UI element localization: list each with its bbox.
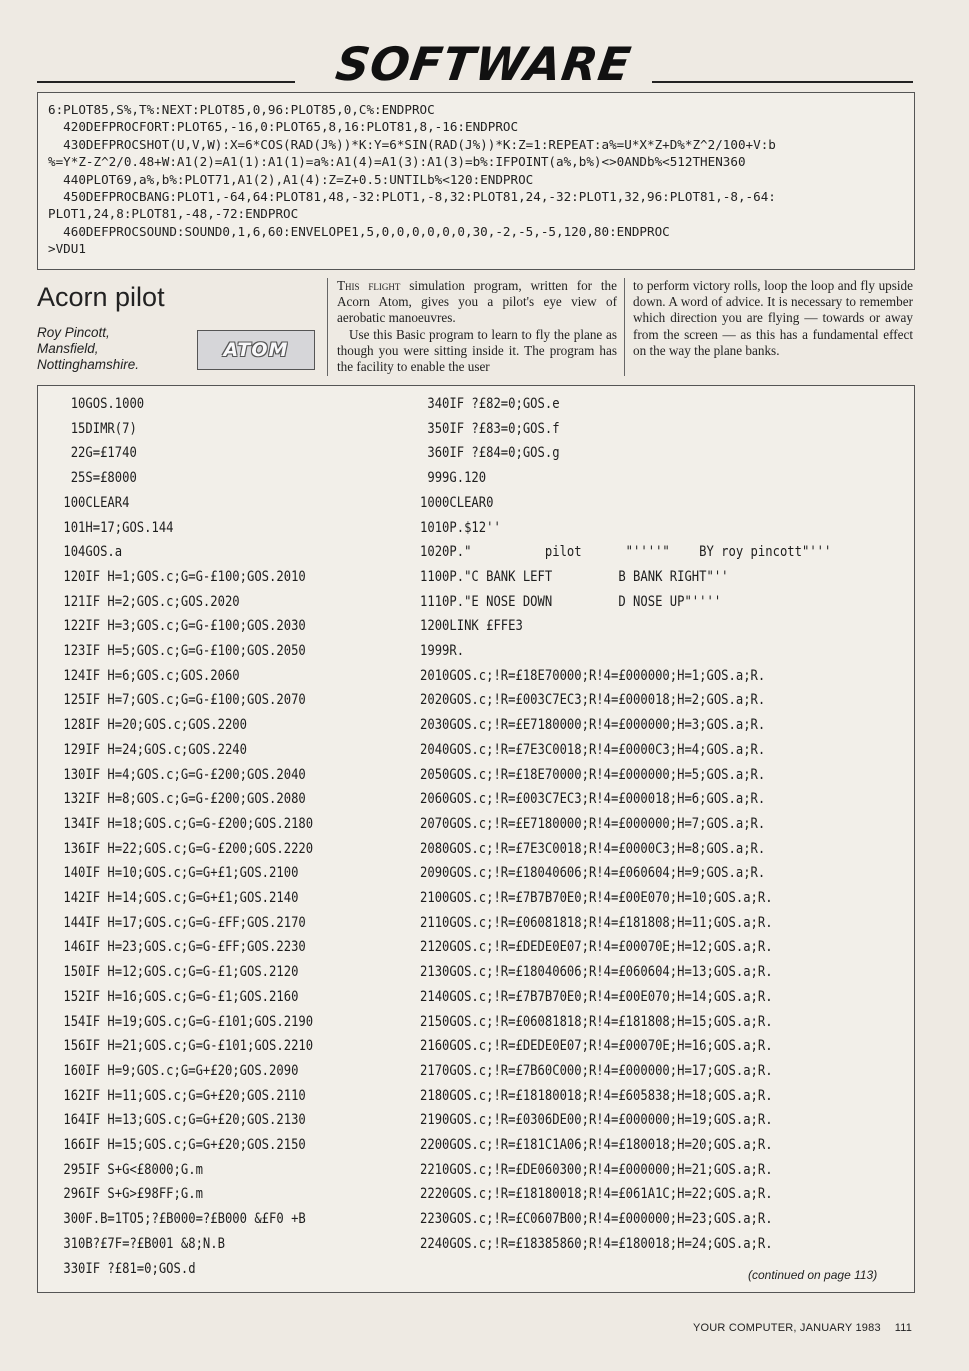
page-number: 111 bbox=[894, 1322, 913, 1334]
listing-line-right: 2070GOS.c;!R=£E7180000;R!4=£000000;H=7;GOS.a;R. bbox=[420, 815, 766, 832]
lead-in: This flight bbox=[337, 278, 401, 293]
header-rule-right bbox=[652, 81, 913, 83]
author-town: Mansfield, bbox=[37, 341, 99, 356]
listing-line-right: 2180GOS.c;!R=£18180018;R!4=£605838;H=18;GOS.a;R. bbox=[420, 1087, 773, 1104]
listing-line-left: 100CLEAR4 bbox=[56, 494, 130, 511]
listing-line-left: 150IF H=12;GOS.c;G=G-£1;GOS.2120 bbox=[56, 964, 299, 981]
listing-line-right: 1010P.$12'' bbox=[420, 519, 501, 536]
listing-line-right: 2160GOS.c;!R=£DEDE0E07;R!4=£00070E;H=16;GOS.a;R. bbox=[420, 1038, 773, 1055]
listing-line: 450DEFPROCBANG:PLOT1,-64,64:PLOT81,48,-32:PLOT1,-8,32:PLOT81,24,-32:PLOT1,32,96:PLOT81,-8,-64: bbox=[48, 189, 776, 204]
listing-line-right: 2080GOS.c;!R=£7E3C0018;R!4=£0000C3;H=8;GOS.a;R. bbox=[420, 840, 766, 857]
column-divider-2 bbox=[624, 278, 625, 376]
listing-line-right: 360IF ?£84=0;GOS.g bbox=[420, 445, 560, 462]
listing-line-left: 132IF H=8;GOS.c;G=G-£200;GOS.2080 bbox=[56, 791, 306, 808]
listing-line-left: 144IF H=17;GOS.c;G=G-£FF;GOS.2170 bbox=[56, 914, 306, 931]
footer-magazine: YOUR COMPUTER, JANUARY 1983 bbox=[693, 1322, 881, 1334]
listing-line-right: 2210GOS.c;!R=£DE060300;R!4=£000000;H=21;GOS.a;R. bbox=[420, 1161, 773, 1178]
listing-line-left: 134IF H=18;GOS.c;G=G-£200;GOS.2180 bbox=[56, 815, 314, 832]
listing-line-right: 1200LINK £FFE3 bbox=[420, 618, 523, 635]
listing-line-left: 140IF H=10;GOS.c;G=G+£1;GOS.2100 bbox=[56, 865, 299, 882]
listing-line-right: 1020P." pilot "''''" BY roy pincott"''' bbox=[420, 544, 832, 561]
listing-line-right: 2200GOS.c;!R=£181C1A06;R!4=£180018;H=20;GOS.a;R. bbox=[420, 1137, 773, 1153]
program-listing-top bbox=[37, 92, 915, 270]
listing-line-left: 104GOS.a bbox=[56, 544, 123, 561]
program-listing-main bbox=[37, 385, 915, 1293]
listing-line-left: 166IF H=15;GOS.c;G=G+£20;GOS.2150 bbox=[56, 1137, 306, 1153]
listing-line-left: 129IF H=24;GOS.c;GOS.2240 bbox=[56, 741, 248, 758]
article-paragraph-1 bbox=[337, 278, 617, 327]
listing-line-right: 2230GOS.c;!R=£C0607B00;R!4=£000000;H=23;GOS.a;R. bbox=[420, 1211, 773, 1228]
article-paragraph-3: to perform victory rolls, loop the loop and fly upside down. A word of advice. It is necessary to remember which direction you are flying — towards or away from the screen — as this has a fundamental effect on the way the plane banks. bbox=[633, 278, 913, 358]
listing-line-right: 2010GOS.c;!R=£18E70000;R!4=£000000;H=1;GOS.a;R. bbox=[420, 667, 766, 684]
listing-line-left: 164IF H=13;GOS.c;G=G+£20;GOS.2130 bbox=[56, 1112, 306, 1129]
listing-line-left: 330IF ?£81=0;GOS.d bbox=[56, 1260, 196, 1277]
listing-line-right: 2170GOS.c;!R=£7B60C000;R!4=£000000;H=17;GOS.a;R. bbox=[420, 1062, 773, 1079]
listing-line-left: 295IF S+G<£8000;G.m bbox=[56, 1161, 203, 1178]
listing-line-left: 122IF H=3;GOS.c;G=G-£100;GOS.2030 bbox=[56, 618, 306, 635]
atom-logo-text: ATOM bbox=[223, 339, 289, 361]
listing-line-left: 125IF H=7;GOS.c;G=G-£100;GOS.2070 bbox=[56, 692, 306, 709]
listing-line-right: 2110GOS.c;!R=£06081818;R!4=£181808;H=11;GOS.a;R. bbox=[420, 914, 773, 931]
listing-line-left: 128IF H=20;GOS.c;GOS.2200 bbox=[56, 717, 248, 734]
article-column-2 bbox=[633, 278, 913, 359]
listing-line-left: 120IF H=1;GOS.c;G=G-£100;GOS.2010 bbox=[56, 568, 306, 585]
listing-line-left: 146IF H=23;GOS.c;G=G-£FF;GOS.2230 bbox=[56, 939, 306, 956]
listing-line-right: 2150GOS.c;!R=£06081818;R!4=£181808;H=15;GOS.a;R. bbox=[420, 1013, 773, 1030]
column-divider-1 bbox=[327, 278, 328, 376]
listing-line-right: 2130GOS.c;!R=£18040606;R!4=£060604;H=13;GOS.a;R. bbox=[420, 964, 773, 981]
section-title: SOFTWARE bbox=[332, 37, 635, 91]
listing-line-right: 2220GOS.c;!R=£18180018;R!4=£061A1C;H=22;GOS.a;R. bbox=[420, 1186, 773, 1203]
listing-line: PLOT1,24,8:PLOT81,-48,-72:ENDPROC bbox=[48, 206, 299, 222]
listing-line-right: 2190GOS.c;!R=£0306DE00;R!4=£000000;H=19;GOS.a;R. bbox=[420, 1112, 773, 1129]
listing-line: 460DEFPROCSOUND:SOUND0,1,6,60:ENVELOPE1,5,0,0,0,0,0,0,30,-2,-5,-5,120,80:ENDPROC bbox=[48, 223, 670, 239]
listing-line-left: 300F.B=1TO5;?£B000=?£B000 &£F0 +B bbox=[56, 1211, 306, 1228]
listing-line-right: 2120GOS.c;!R=£DEDE0E07;R!4=£00070E;H=12;GOS.a;R. bbox=[420, 939, 773, 956]
listing-line: 430DEFPROCSHOT(U,V,W):X=6*COS(RAD(J%))*K:Y=6*SIN(RAD(J%))*K:Z=1:REPEAT:a%=U*X*Z+D%*Z^2/100+V:b bbox=[48, 136, 776, 152]
listing-line-right: 999G.120 bbox=[420, 470, 487, 487]
listing-line-right: 2140GOS.c;!R=£7B7B70E0;R!4=£00E070;H=14;GOS.a;R. bbox=[420, 988, 773, 1005]
listing-line-right: 1000CLEAR0 bbox=[420, 494, 494, 511]
listing-line-right: 2050GOS.c;!R=£18E70000;R!4=£000000;H=5;GOS.a;R. bbox=[420, 766, 766, 783]
listing-line-left: 160IF H=9;GOS.c;G=G+£20;GOS.2090 bbox=[56, 1062, 299, 1079]
listing-line-left: 162IF H=11;GOS.c;G=G+£20;GOS.2110 bbox=[56, 1087, 306, 1104]
listing-line: %=Y*Z-Z^2/0.48+W:A1(2)=A1(1):A1(1)=a%:A1(4)=A1(3):A1(3)=b%:IFPOINT(a%,b%)<>0ANDb%<512THEN360 bbox=[48, 154, 746, 170]
listing-line-left: 296IF S+G>£98FF;G.m bbox=[56, 1186, 203, 1203]
listing-line-left: 25S=£8000 bbox=[56, 470, 137, 487]
listing-line: 6:PLOT85,S%,T%:NEXT:PLOT85,0,96:PLOT85,0,C%:ENDPROC bbox=[48, 102, 435, 117]
listing-line: 420DEFPROCFORT:PLOT65,-16,0:PLOT65,8,16:PLOT81,8,-16:ENDPROC bbox=[48, 119, 519, 135]
listing-line-right: 2060GOS.c;!R=£003C7EC3;R!4=£000018;H=6;GOS.a;R. bbox=[420, 791, 766, 808]
listing-line-right: 2100GOS.c;!R=£7B7B70E0;R!4=£00E070;H=10;GOS.a;R. bbox=[420, 890, 773, 906]
listing-line-left: 142IF H=14;GOS.c;G=G+£1;GOS.2140 bbox=[56, 890, 299, 906]
listing-line-right: 340IF ?£82=0;GOS.e bbox=[420, 396, 560, 412]
listing-line-left: 22G=£1740 bbox=[56, 445, 137, 462]
listing-line: >VDU1 bbox=[48, 241, 86, 257]
listing-line-right: 2030GOS.c;!R=£E7180000;R!4=£000000;H=3;GOS.a;R. bbox=[420, 717, 766, 734]
listing-line-left: 10GOS.1000 bbox=[56, 396, 145, 412]
author-county: Nottinghamshire. bbox=[37, 357, 140, 372]
page-footer bbox=[693, 1322, 912, 1334]
listing-line-right: 350IF ?£83=0;GOS.f bbox=[420, 420, 560, 437]
article-paragraph-2: Use this Basic program to learn to fly the plane as though you were sitting inside it. The program has the facility to enable the user bbox=[337, 326, 617, 375]
listing-line-left: 130IF H=4;GOS.c;G=G-£200;GOS.2040 bbox=[56, 766, 306, 783]
author-byline bbox=[37, 325, 139, 373]
listing-line-left: 154IF H=19;GOS.c;G=G-£101;GOS.2190 bbox=[56, 1013, 314, 1030]
listing-line-right: 1110P."E NOSE DOWN D NOSE UP"'''' bbox=[420, 593, 722, 610]
atom-logo-badge bbox=[197, 330, 315, 370]
listing-line-right: 1100P."C BANK LEFT B BANK RIGHT"'' bbox=[420, 568, 729, 585]
listing-line-left: 152IF H=16;GOS.c;G=G-£1;GOS.2160 bbox=[56, 988, 299, 1005]
listing-line-right: 2040GOS.c;!R=£7E3C0018;R!4=£0000C3;H=4;GOS.a;R. bbox=[420, 741, 766, 758]
continued-note: (continued on page 113) bbox=[748, 1268, 878, 1282]
listing-line-left: 136IF H=22;GOS.c;G=G-£200;GOS.2220 bbox=[56, 840, 314, 857]
paragraph-1-text: simulation program, written for the Acorn Atom, gives you a pilot's eye view of aerobatic manoeuvres. bbox=[337, 278, 617, 326]
article-column-1 bbox=[337, 278, 617, 375]
listing-line-left: 101H=17;GOS.144 bbox=[56, 519, 174, 536]
listing-line-left: 121IF H=2;GOS.c;GOS.2020 bbox=[56, 593, 240, 610]
listing-line-right: 1999R. bbox=[420, 643, 465, 659]
listing-line-right: 2240GOS.c;!R=£18385860;R!4=£180018;H=24;GOS.a;R. bbox=[420, 1235, 773, 1252]
header-rule-left bbox=[37, 81, 295, 83]
listing-line-left: 123IF H=5;GOS.c;G=G-£100;GOS.2050 bbox=[56, 643, 306, 659]
article-title: Acorn pilot bbox=[37, 282, 165, 312]
listing-line-left: 310B?£7F=?£B001 &8;N.B bbox=[56, 1235, 225, 1252]
listing-line: 440PLOT69,a%,b%:PLOT71,A1(2),A1(4):Z=Z+0.5:UNTILb%<120:ENDPROC bbox=[48, 171, 534, 187]
listing-line-left: 124IF H=6;GOS.c;GOS.2060 bbox=[56, 667, 240, 684]
listing-line-right: 2020GOS.c;!R=£003C7EC3;R!4=£000018;H=2;GOS.a;R. bbox=[420, 692, 766, 709]
author-name: Roy Pincott, bbox=[37, 325, 110, 340]
listing-line-right: 2090GOS.c;!R=£18040606;R!4=£060604;H=9;GOS.a;R. bbox=[420, 865, 766, 882]
listing-line-left: 156IF H=21;GOS.c;G=G-£101;GOS.2210 bbox=[56, 1038, 314, 1055]
listing-line-left: 15DIMR(7) bbox=[56, 420, 137, 437]
